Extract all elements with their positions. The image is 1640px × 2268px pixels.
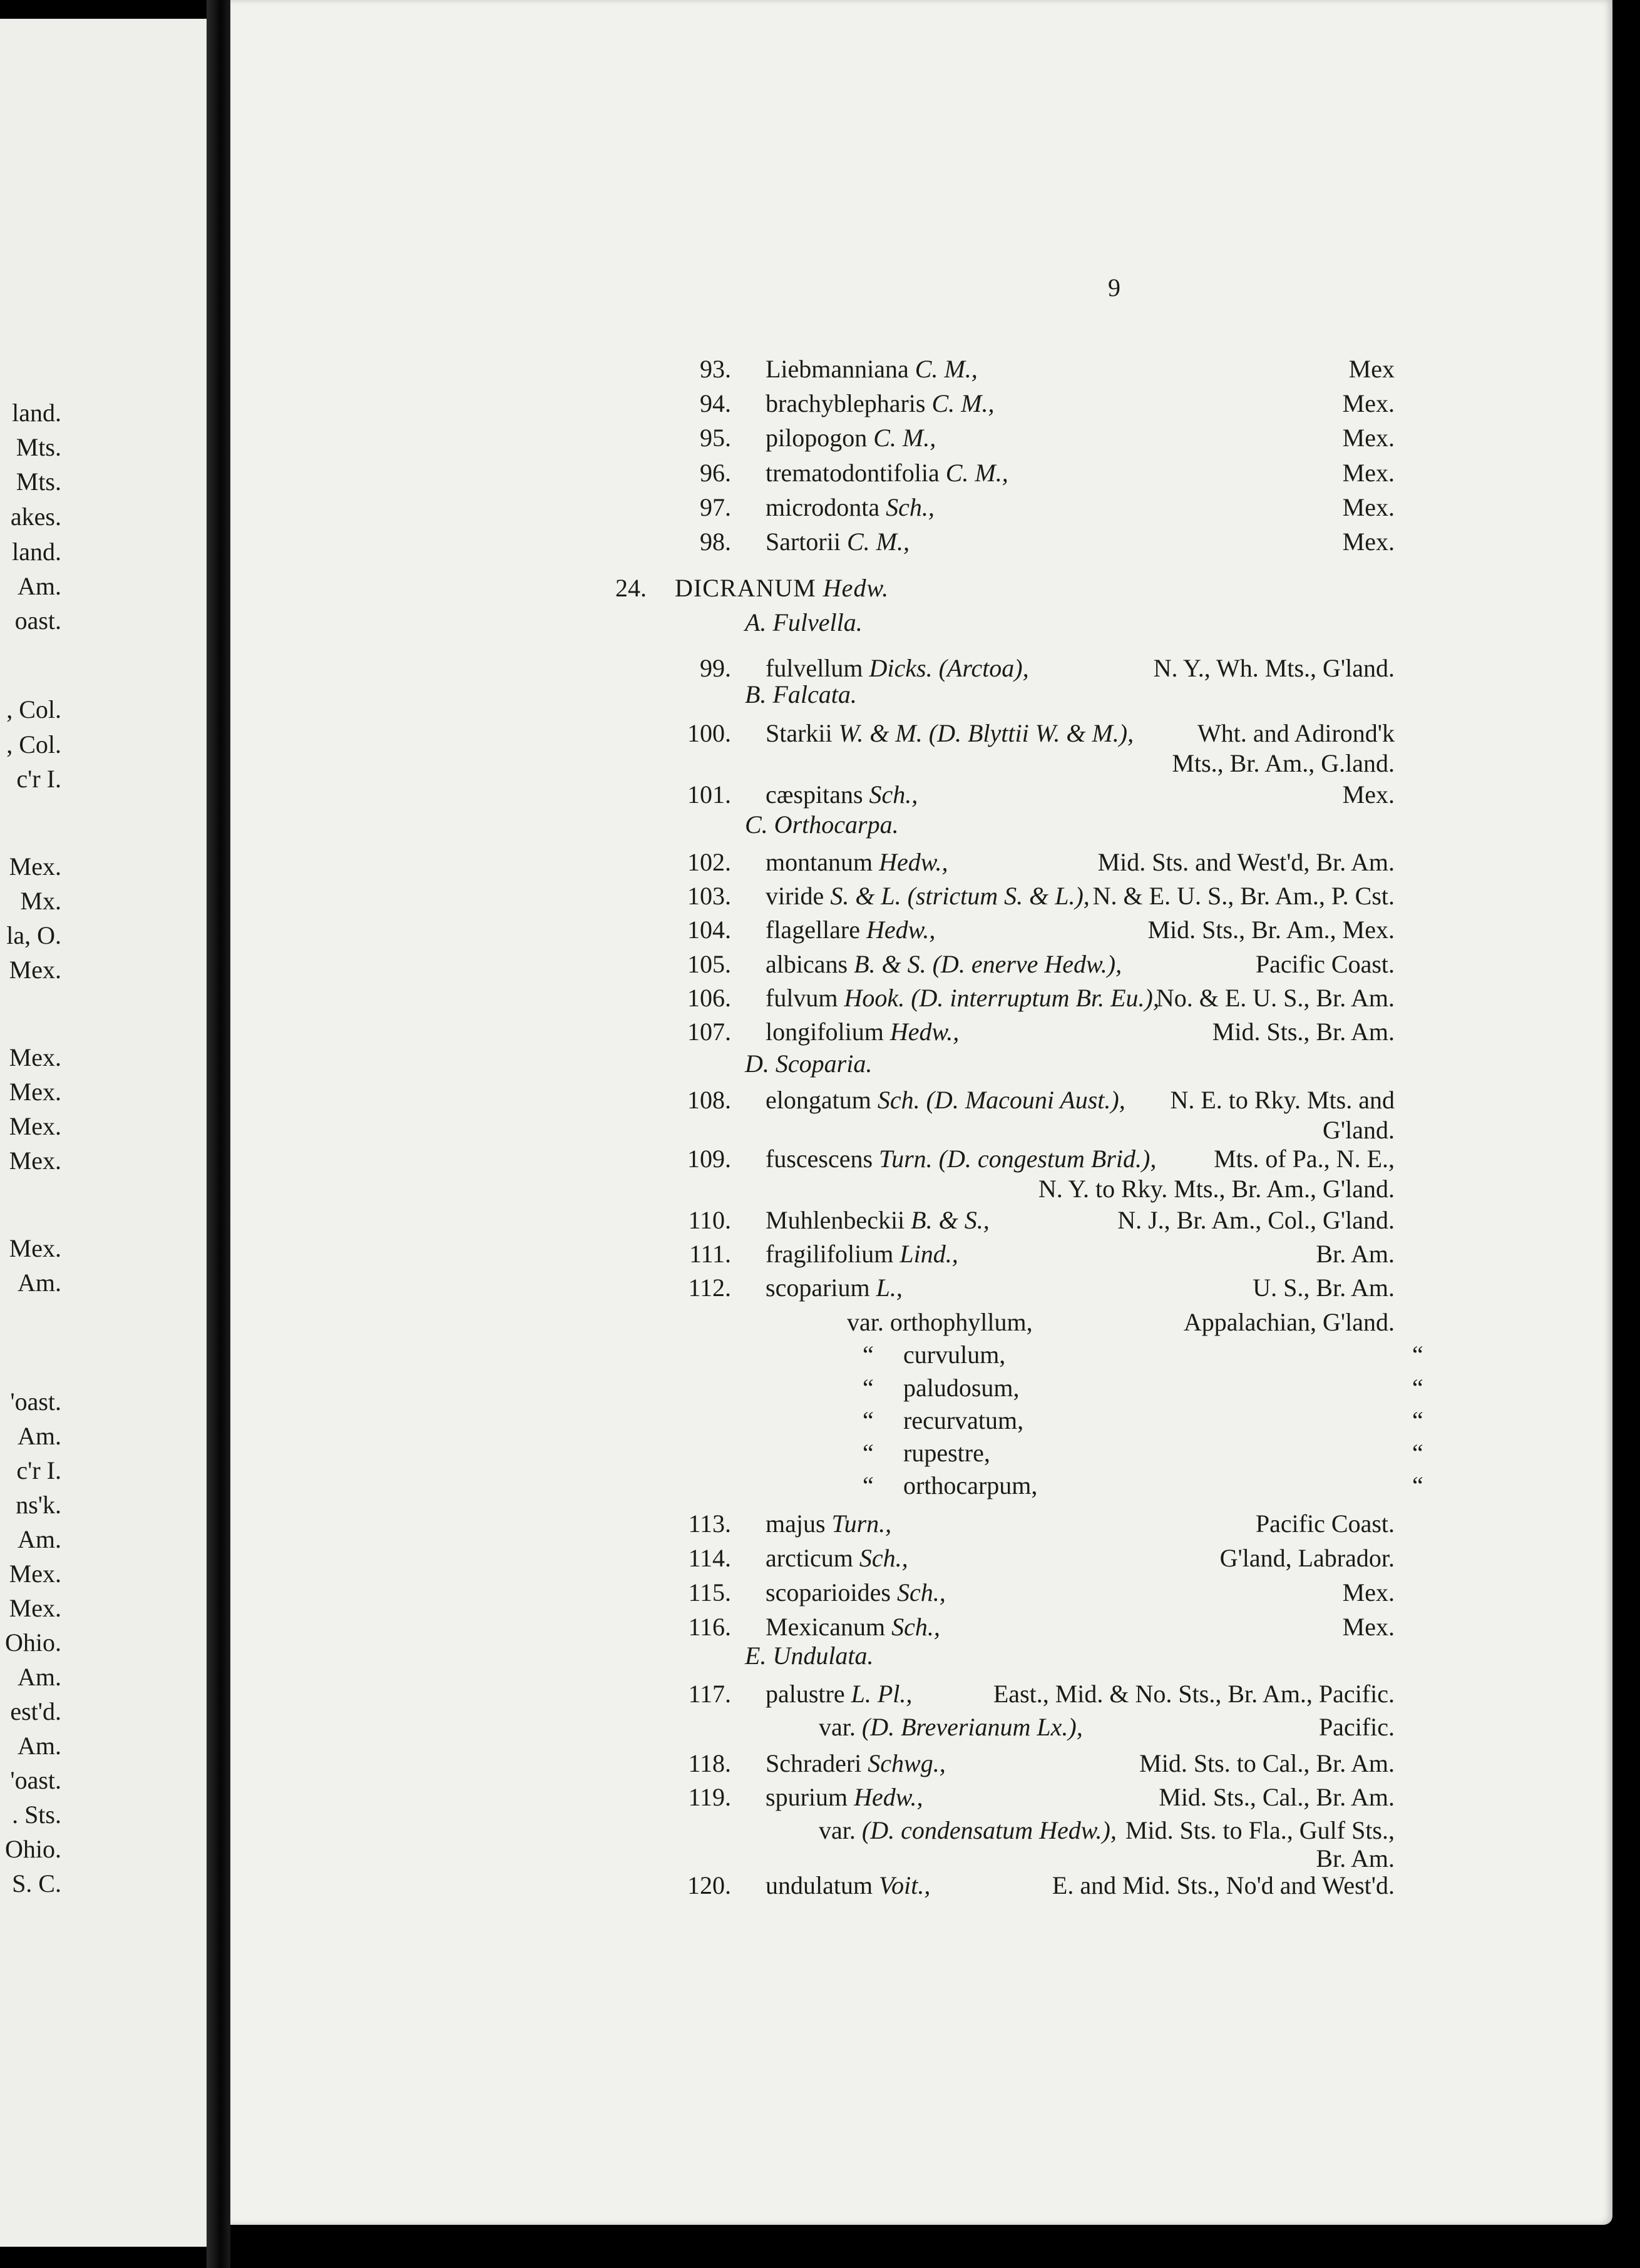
distribution: U. S., Br. Am.: [1253, 1274, 1395, 1302]
list-item: [230, 677, 1612, 712]
distribution: Mts. of Pa., N. E.,: [1214, 1145, 1395, 1173]
species-authority: Sch.,: [869, 780, 918, 809]
entry-number: 114.: [688, 1544, 731, 1572]
species-authority: Sch. (D. Macouni Aust.),: [877, 1086, 1125, 1114]
species-authority: C. M.,: [945, 459, 1008, 487]
previous-page-fragment: Mts.: [16, 433, 61, 461]
distribution: Mex.: [1342, 1578, 1395, 1606]
distribution: Mex.: [1342, 780, 1395, 809]
distribution: Mex.: [1342, 493, 1395, 521]
variety-name: recurvatum,: [903, 1406, 1024, 1434]
distribution: Wht. and Adirond'k: [1197, 719, 1395, 747]
entry-number: 108.: [687, 1086, 731, 1114]
species-epithet: viride: [766, 882, 824, 910]
list-item: [230, 845, 1612, 880]
distribution: G'land.: [1323, 1116, 1395, 1144]
species-epithet: pilopogon: [766, 424, 868, 452]
section-heading: D. Scoparia.: [745, 1050, 873, 1078]
entry-number: 94.: [700, 389, 731, 417]
species-epithet: undulatum: [766, 1871, 873, 1899]
species-authority: C. M.,: [873, 424, 936, 452]
list-item: [230, 386, 1612, 421]
entry-number: 100.: [687, 719, 731, 747]
entry-number: 97.: [700, 493, 731, 521]
variety-synonym: (D. Breverianum Lx.),: [861, 1713, 1083, 1741]
species-epithet: longifolium: [766, 1018, 884, 1046]
list-item: [230, 1710, 1612, 1745]
distribution: Br. Am.: [1316, 1240, 1395, 1268]
species-authority: C. M.,: [846, 528, 910, 556]
ditto-mark: “: [863, 1471, 874, 1499]
entry-number: 107.: [687, 1018, 731, 1046]
previous-page-fragment: land.: [12, 399, 61, 427]
species-epithet: scoparium: [766, 1274, 870, 1302]
species-epithet: brachyblepharis: [766, 389, 926, 417]
species-authority: Turn.,: [831, 1509, 892, 1538]
species-epithet: flagellare: [766, 916, 860, 944]
section-heading: B. Falcata.: [745, 680, 857, 708]
distribution: Mid. Sts., Br. Am.: [1212, 1018, 1395, 1046]
previous-page-text: [0, 19, 207, 2247]
species-authority: Turn. (D. congestum Brid.),: [879, 1145, 1157, 1173]
species-authority: Sch.,: [891, 1613, 940, 1641]
species-epithet: spurium: [766, 1783, 848, 1811]
previous-page-fragment: akes.: [10, 503, 61, 531]
list-item: [230, 1468, 1612, 1503]
entry-number: 99.: [700, 654, 731, 682]
entry-number: 109.: [687, 1145, 731, 1173]
species-authority: Schwg.,: [868, 1749, 946, 1777]
distribution: Br. Am.: [1316, 1844, 1395, 1872]
previous-page: [0, 19, 207, 2247]
variety-name: paludosum,: [903, 1374, 1020, 1402]
entry-number: 96.: [700, 459, 731, 487]
distribution: Pacific.: [1318, 1713, 1395, 1741]
distribution: East., Mid. & No. Sts., Br. Am., Pacific.: [993, 1680, 1395, 1708]
species-authority: B. & S. (D. enerve Hedw.),: [854, 950, 1122, 978]
list-item: [230, 421, 1612, 456]
species-authority: C. M.,: [915, 355, 978, 383]
variety-name: curvulum,: [903, 1341, 1006, 1369]
list-item: [230, 524, 1612, 559]
entry-number: 103.: [687, 882, 731, 910]
entry-number: 102.: [687, 848, 731, 876]
entry-number: 111.: [689, 1240, 731, 1268]
species-epithet: Liebmanniana: [766, 355, 909, 383]
list-item: [230, 1575, 1612, 1610]
distribution: G'land, Labrador.: [1219, 1544, 1395, 1572]
species-epithet: cæspitans: [766, 780, 863, 809]
previous-page-fragment: Mex.: [9, 956, 61, 984]
previous-page-fragment: 'oast.: [10, 1766, 61, 1794]
section-heading: C. Orthocarpa.: [745, 810, 899, 839]
list-item: [230, 490, 1612, 525]
list-item: [230, 981, 1612, 1016]
species-authority: S. & L. (strictum S. & L.),: [830, 882, 1090, 910]
previous-page-fragment: Mex.: [9, 852, 61, 881]
variety-name: var. orthophyllum,: [847, 1308, 1033, 1336]
species-epithet: Mexicanum: [766, 1613, 886, 1641]
distribution-ditto: “: [1412, 1439, 1423, 1467]
species-authority: L.,: [876, 1274, 903, 1302]
distribution: N. & E. U. S., Br. Am., P. Cst.: [1092, 882, 1395, 910]
species-authority: W. & M. (D. Blyttii W. & M.),: [838, 719, 1134, 747]
previous-page-fragment: Am.: [18, 1663, 61, 1691]
previous-page-fragment: Mex.: [9, 1234, 61, 1262]
distribution: Appalachian, G'land.: [1183, 1308, 1395, 1336]
previous-page-fragment: 'oast.: [10, 1387, 61, 1416]
entry-number: 93.: [700, 355, 731, 383]
genus-number: 24.: [615, 574, 647, 602]
list-item: [230, 1014, 1612, 1050]
species-epithet: scoparioides: [766, 1578, 891, 1606]
species-authority: B. & S.,: [911, 1206, 990, 1234]
species-authority: Hook. (D. interruptum Br. Eu.),: [844, 984, 1159, 1012]
species-epithet: microdonta: [766, 493, 880, 521]
previous-page-fragment: la, O.: [6, 921, 61, 949]
list-item: [230, 947, 1612, 982]
list-item: [230, 1403, 1612, 1438]
list-item: [230, 1305, 1612, 1340]
entry-number: 106.: [687, 984, 731, 1012]
previous-page-fragment: Mex.: [9, 1594, 61, 1622]
distribution: Mid. Sts., Br. Am., Mex.: [1147, 916, 1395, 944]
list-item: [230, 456, 1612, 491]
list-item: [230, 1237, 1612, 1272]
entry-number: 101.: [687, 780, 731, 809]
species-authority: Sch.,: [859, 1544, 908, 1572]
species-authority: Voit.,: [879, 1871, 931, 1899]
previous-page-fragment: , Col.: [6, 695, 61, 723]
previous-page-fragment: Am.: [18, 572, 61, 600]
distribution: Mex: [1348, 355, 1395, 383]
list-item: [230, 1337, 1612, 1372]
previous-page-fragment: land.: [12, 538, 61, 566]
entry-number: 118.: [688, 1749, 731, 1777]
previous-page-fragment: ns'k.: [16, 1491, 61, 1519]
variety-name: orthocarpum,: [903, 1471, 1038, 1499]
species-epithet: Starkii: [766, 719, 833, 747]
species-authority: Hedw.,: [854, 1783, 923, 1811]
species-epithet: majus: [766, 1509, 826, 1538]
list-item: [230, 352, 1612, 387]
variety-label: var.: [819, 1713, 856, 1741]
species-epithet: fuscescens: [766, 1145, 873, 1173]
species-epithet: fragilifolium: [766, 1240, 894, 1268]
previous-page-fragment: Am.: [18, 1525, 61, 1553]
previous-page-fragment: Mts.: [16, 467, 61, 496]
distribution: Mex.: [1342, 1613, 1395, 1641]
distribution: N. Y., Wh. Mts., G'land.: [1153, 654, 1395, 682]
list-item: [230, 1371, 1612, 1406]
species-authority: Hedw.,: [879, 848, 948, 876]
list-item: [230, 1746, 1612, 1781]
previous-page-fragment: Mex.: [9, 1560, 61, 1588]
variety-label: var.: [819, 1816, 856, 1844]
variety-name: rupestre,: [903, 1439, 990, 1467]
species-epithet: albicans: [766, 950, 848, 978]
previous-page-fragment: , Col.: [6, 730, 61, 759]
species-authority: Lind.,: [899, 1240, 958, 1268]
genus-authority: Hedw.: [823, 574, 889, 602]
distribution-ditto: “: [1412, 1374, 1423, 1402]
species-epithet: trematodontifolia: [766, 459, 940, 487]
species-authority: Sch.,: [886, 493, 935, 521]
previous-page-fragment: Ohio.: [5, 1835, 61, 1863]
species-authority: Sch.,: [896, 1578, 946, 1606]
list-item: [230, 1270, 1612, 1305]
distribution: No. & E. U. S., Br. Am.: [1156, 984, 1395, 1012]
distribution-ditto: “: [1412, 1406, 1423, 1434]
page-number: 9: [1108, 273, 1120, 302]
previous-page-fragment: Mex.: [9, 1147, 61, 1175]
list-item: [230, 1046, 1612, 1081]
list-item: [230, 1780, 1612, 1815]
list-item: [230, 879, 1612, 914]
entry-number: 98.: [700, 528, 731, 556]
species-epithet: arcticum: [766, 1544, 853, 1572]
entry-number: 95.: [700, 424, 731, 452]
list-item: [230, 807, 1612, 842]
species-epithet: elongatum: [766, 1086, 871, 1114]
species-epithet: montanum: [766, 848, 873, 876]
distribution: Mid. Sts. to Cal., Br. Am.: [1139, 1749, 1395, 1777]
previous-page-fragment: oast.: [14, 606, 61, 635]
distribution: Mid. Sts., Cal., Br. Am.: [1159, 1783, 1395, 1811]
previous-page-fragment: c'r I.: [16, 1456, 61, 1484]
previous-page-fragment: Am.: [18, 1269, 61, 1297]
list-item: [230, 1868, 1612, 1903]
previous-page-fragment: Ohio.: [5, 1628, 61, 1657]
section-heading: A. Fulvella.: [745, 608, 863, 636]
previous-page-fragment: Mex.: [9, 1043, 61, 1071]
species-epithet: Muhlenbeckii: [766, 1206, 905, 1234]
entry-number: 120.: [687, 1871, 731, 1899]
ditto-mark: “: [863, 1406, 874, 1434]
previous-page-fragment: Mx.: [20, 887, 61, 915]
species-authority: Dicks. (Arctoa),: [869, 654, 1029, 682]
previous-page-fragment: . Sts.: [12, 1801, 61, 1829]
list-item: [230, 1172, 1612, 1207]
book-gutter: [207, 0, 230, 2268]
distribution: E. and Mid. Sts., No'd and West'd.: [1052, 1871, 1395, 1899]
ditto-mark: “: [863, 1374, 874, 1402]
distribution: N. Y. to Rky. Mts., Br. Am., G'land.: [1038, 1175, 1395, 1203]
ditto-mark: “: [863, 1341, 874, 1369]
distribution: Mts., Br. Am., G.land.: [1172, 749, 1395, 777]
entry-number: 105.: [687, 950, 731, 978]
list-item: [230, 746, 1612, 781]
list-item: [230, 1436, 1612, 1471]
distribution: Pacific Coast.: [1255, 950, 1395, 978]
previous-page-fragment: Mex.: [9, 1112, 61, 1140]
species-epithet: Schraderi: [766, 1749, 862, 1777]
list-item: [230, 1638, 1612, 1673]
entry-number: 115.: [688, 1578, 731, 1606]
distribution: Mex.: [1342, 528, 1395, 556]
distribution: Mex.: [1342, 424, 1395, 452]
previous-page-fragment: Am.: [18, 1422, 61, 1450]
distribution: N. E. to Rky. Mts. and: [1170, 1086, 1395, 1114]
distribution: N. J., Br. Am., Col., G'land.: [1117, 1206, 1395, 1234]
distribution-ditto: “: [1412, 1341, 1423, 1369]
distribution: Mid. Sts. and West'd, Br. Am.: [1097, 848, 1395, 876]
list-item: [230, 605, 1612, 640]
list-item: [230, 1541, 1612, 1576]
species-authority: L. Pl.,: [851, 1680, 913, 1708]
species-authority: Hedw.,: [866, 916, 936, 944]
genus-heading: [675, 571, 889, 606]
entry-number: 116.: [688, 1613, 731, 1641]
previous-page-fragment: S. C.: [12, 1869, 61, 1898]
species-authority: Hedw.,: [889, 1018, 960, 1046]
species-epithet: fulvellum: [766, 654, 863, 682]
previous-page-fragment: Mex.: [9, 1078, 61, 1106]
variety-synonym: (D. condensatum Hedw.),: [861, 1816, 1117, 1844]
species-epithet: palustre: [766, 1680, 845, 1708]
distribution: Mid. Sts. to Fla., Gulf Sts.,: [1125, 1816, 1395, 1844]
distribution: Pacific Coast.: [1255, 1509, 1395, 1538]
entry-number: 117.: [688, 1680, 731, 1708]
list-item: [230, 571, 1612, 606]
list-item: [230, 1677, 1612, 1712]
entry-number: 113.: [688, 1509, 731, 1538]
previous-page-fragment: Am.: [18, 1732, 61, 1760]
previous-page-fragment: est'd.: [10, 1697, 61, 1725]
species-epithet: Sartorii: [766, 528, 841, 556]
list-item: [230, 912, 1612, 948]
previous-page-fragment: c'r I.: [16, 765, 61, 793]
species-epithet: fulvum: [766, 984, 838, 1012]
species-authority: C. M.,: [931, 389, 995, 417]
list-item: [230, 1506, 1612, 1541]
genus-name: DICRANUM: [675, 574, 816, 602]
entry-number: 110.: [688, 1206, 731, 1234]
entry-number: 112.: [688, 1274, 731, 1302]
distribution-ditto: “: [1412, 1471, 1423, 1499]
entry-number: 104.: [687, 916, 731, 944]
distribution: Mex.: [1342, 459, 1395, 487]
entry-number: 119.: [688, 1783, 731, 1811]
ditto-mark: “: [863, 1439, 874, 1467]
current-page: [230, 0, 1612, 2225]
section-heading: E. Undulata.: [745, 1642, 874, 1670]
distribution: Mex.: [1342, 389, 1395, 417]
list-item: [230, 1203, 1612, 1238]
